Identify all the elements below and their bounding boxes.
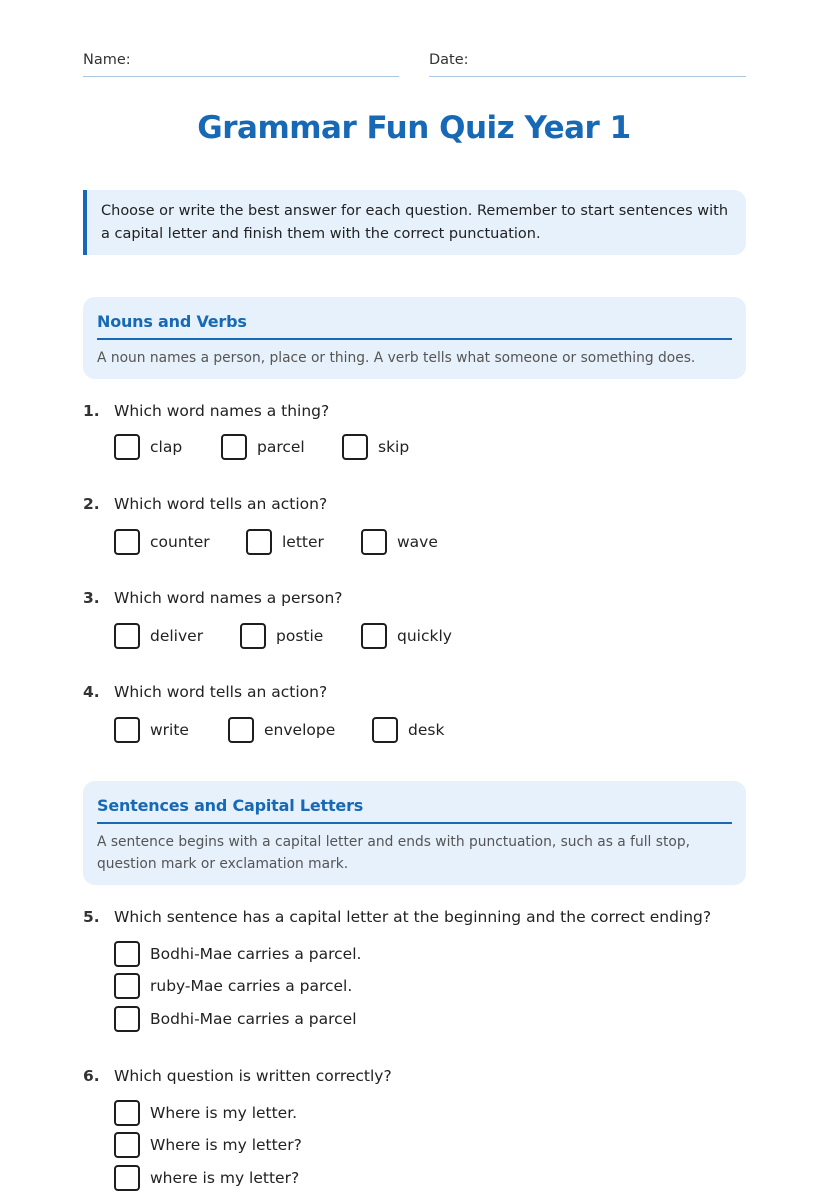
option[interactable] [221, 433, 305, 461]
checkbox[interactable] [114, 1100, 140, 1126]
checkbox[interactable] [372, 717, 398, 743]
question-text: Which word tells an action? [114, 683, 328, 701]
checkbox[interactable] [221, 434, 247, 460]
checkbox[interactable] [114, 973, 140, 999]
section-title: Sentences and Capital Letters [97, 781, 732, 824]
checkbox[interactable] [361, 623, 387, 649]
question-text: Which word names a person? [114, 589, 343, 607]
checkbox[interactable] [342, 434, 368, 460]
date-field[interactable] [429, 52, 746, 77]
question-number: 4. [83, 683, 100, 701]
option[interactable] [114, 1005, 357, 1033]
section-description: A noun names a person, place or thing. A verb tells what someone or something does. [97, 350, 696, 366]
checkbox[interactable] [240, 623, 266, 649]
option[interactable] [114, 940, 361, 968]
option[interactable] [372, 716, 444, 744]
name-label: Name: [83, 52, 131, 68]
option-label: desk [408, 721, 445, 739]
name-date-row [83, 52, 746, 78]
section-sentences-capitals [83, 781, 746, 885]
page-title: Grammar Fun Quiz Year 1 [197, 110, 631, 146]
date-label: Date: [429, 52, 469, 68]
option-label: postie [276, 627, 324, 645]
checkbox[interactable] [114, 434, 140, 460]
option-label: deliver [150, 627, 204, 645]
option[interactable] [342, 433, 409, 461]
option-label: write [150, 721, 189, 739]
option-label: counter [150, 533, 210, 551]
option[interactable] [240, 622, 323, 650]
option-label: quickly [397, 627, 452, 645]
option[interactable] [114, 622, 203, 650]
checkbox[interactable] [114, 1132, 140, 1158]
option-label: ruby-Mae carries a parcel. [150, 977, 353, 995]
option[interactable] [114, 972, 352, 1000]
option-label: wave [397, 533, 438, 551]
option[interactable] [114, 1099, 297, 1127]
checkbox[interactable] [228, 717, 254, 743]
name-field[interactable] [83, 52, 399, 77]
question-number: 2. [83, 495, 100, 513]
question-text: Which sentence has a capital letter at the beginning and the correct ending? [114, 908, 712, 926]
option[interactable] [114, 716, 189, 744]
option[interactable] [114, 433, 182, 461]
question-text: Which question is written correctly? [114, 1067, 392, 1085]
question-text: Which word names a thing? [114, 402, 330, 420]
question-6 [83, 1065, 746, 1187]
checkbox[interactable] [114, 941, 140, 967]
section-title: Nouns and Verbs [97, 297, 732, 340]
checkbox[interactable] [246, 529, 272, 555]
checkbox[interactable] [114, 529, 140, 555]
option[interactable] [361, 622, 452, 650]
question-number: 1. [83, 402, 100, 420]
option-label: skip [378, 438, 410, 456]
option-label: letter [282, 533, 324, 551]
checkbox[interactable] [114, 623, 140, 649]
option[interactable] [114, 1164, 299, 1192]
option[interactable] [361, 528, 438, 556]
question-3 [83, 587, 746, 645]
question-text: Which word tells an action? [114, 495, 328, 513]
checkbox[interactable] [114, 1006, 140, 1032]
section-nouns-verbs [83, 297, 746, 379]
option[interactable] [114, 528, 210, 556]
question-5 [83, 906, 746, 1028]
option[interactable] [246, 528, 324, 556]
checkbox[interactable] [114, 717, 140, 743]
option-label: clap [150, 438, 183, 456]
option-label: envelope [264, 721, 336, 739]
question-4 [83, 681, 746, 739]
checkbox[interactable] [114, 1165, 140, 1191]
option-label: Bodhi-Mae carries a parcel. [150, 945, 362, 963]
question-1 [83, 400, 746, 456]
option[interactable] [114, 1131, 302, 1159]
question-number: 3. [83, 589, 100, 607]
option-label: parcel [257, 438, 305, 456]
option-label: Where is my letter? [150, 1136, 302, 1154]
question-2 [83, 493, 746, 551]
section-description: A sentence begins with a capital letter and ends with punctuation, such as a full stop, question mark or exclamation mark. [97, 834, 690, 872]
question-number: 5. [83, 908, 100, 926]
checkbox[interactable] [361, 529, 387, 555]
option-label: Where is my letter. [150, 1104, 298, 1122]
option-label: where is my letter? [150, 1169, 300, 1187]
instructions-box [83, 190, 746, 255]
question-number: 6. [83, 1067, 100, 1085]
option[interactable] [228, 716, 335, 744]
option-label: Bodhi-Mae carries a parcel [150, 1010, 357, 1028]
instructions-text: Choose or write the best answer for each question. Remember to start sentences with a capital letter and finish them with the correct punctuation. [101, 203, 729, 242]
